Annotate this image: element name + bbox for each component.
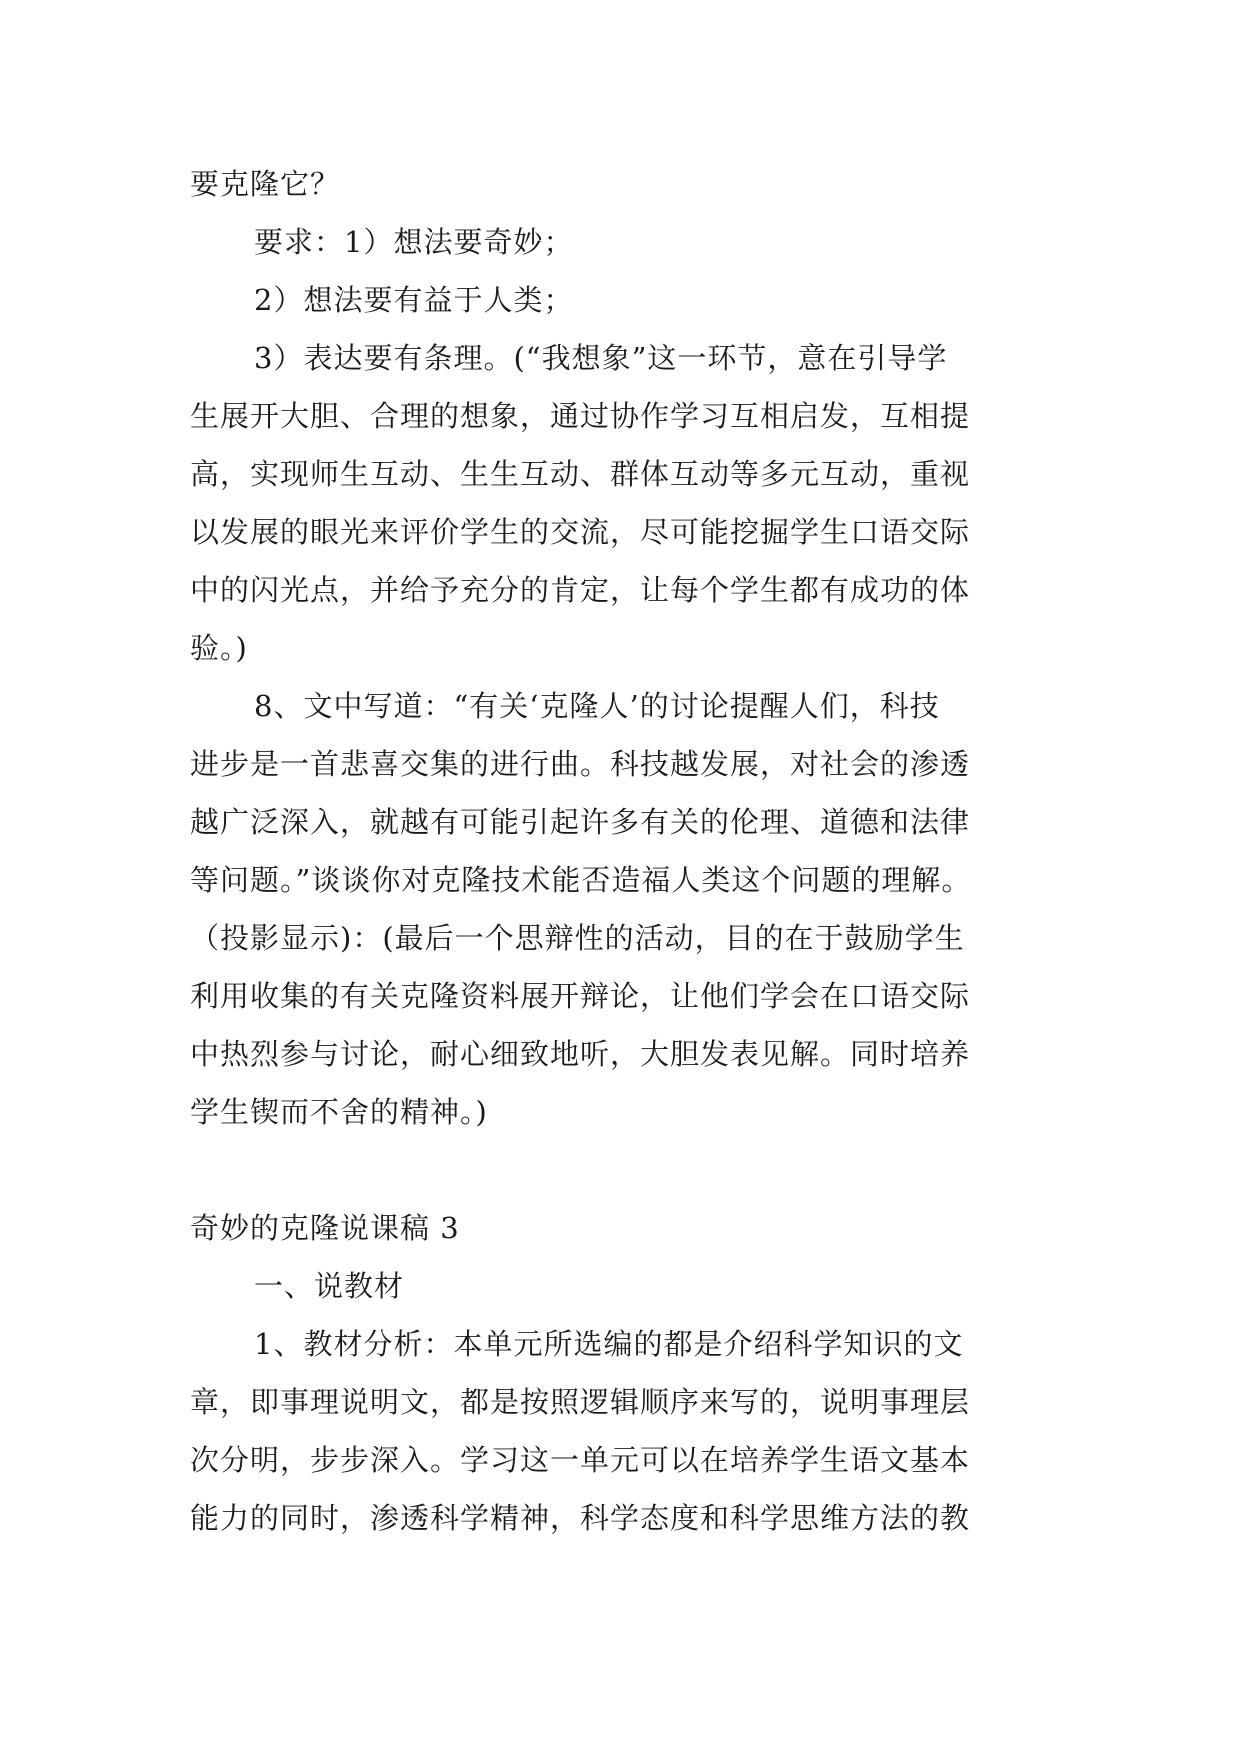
- text-line: 要克隆它？: [190, 167, 341, 201]
- text-line: 次分明，步步深入。学习这一单元可以在培养学生语文基本: [190, 1443, 971, 1477]
- text-line: 能力的同时，渗透科学精神，科学态度和科学思维方法的教: [190, 1501, 971, 1535]
- text-line: 验。): [190, 631, 248, 665]
- text-line: 等问题。”谈谈你对克隆技术能否造福人类这个问题的理解。: [190, 863, 972, 897]
- text-line: 1、教材分析：本单元所选编的都是介绍科学知识的文: [254, 1327, 964, 1361]
- text-line: 2）想法要有益于人类；: [254, 283, 574, 317]
- text-line: 高，实现师生互动、生生互动、群体互动等多元互动，重视: [190, 457, 971, 491]
- text-line: 8、文中写道：“有关‘克隆人’的讨论提醒人们，科技: [254, 689, 940, 723]
- text-line: 要求：1）想法要奇妙；: [254, 225, 574, 259]
- text-line: 章，即事理说明文，都是按照逻辑顺序来写的，说明事理层: [190, 1385, 971, 1419]
- text-line: 生展开大胆、合理的想象，通过协作学习互相启发，互相提: [190, 399, 971, 433]
- subheading: 一、说教材: [254, 1269, 405, 1303]
- text-line: 中的闪光点，并给予充分的肯定，让每个学生都有成功的体: [190, 573, 971, 607]
- text-line: 以发展的眼光来评价学生的交流，尽可能挖掘学生口语交际: [190, 515, 971, 549]
- text-line: 3）表达要有条理。(“我想象”这一环节，意在引导学: [254, 341, 948, 375]
- text-line: （投影显示)：(最后一个思辩性的活动，目的在于鼓励学生: [190, 921, 965, 955]
- text-line: 中热烈参与讨论，耐心细致地听，大胆发表见解。同时培养: [190, 1037, 971, 1071]
- text-line: 进步是一首悲喜交集的进行曲。科技越发展，对社会的渗透: [190, 747, 971, 781]
- text-line: 越广泛深入，就越有可能引起许多有关的伦理、道德和法律: [190, 805, 971, 839]
- section-heading: 奇妙的克隆说课稿 3: [190, 1211, 460, 1245]
- text-line: 学生锲而不舍的精神。): [190, 1095, 488, 1129]
- text-line: 利用收集的有关克隆资料展开辩论，让他们学会在口语交际: [190, 979, 971, 1013]
